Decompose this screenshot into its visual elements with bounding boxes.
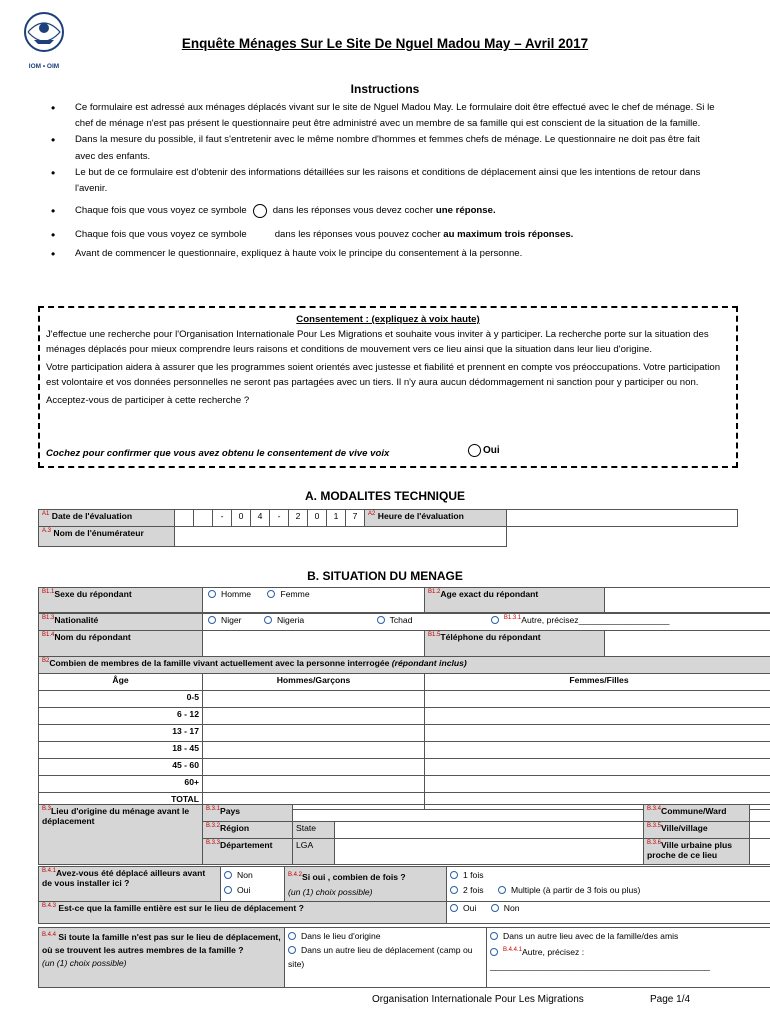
consent-paragraph: Votre participation aidera à assurer que les programmes soient orientés avec justesse et fiabilité et prennent en compte vos préoccupations. Votre participation est volontaire et vos données personnelles ne seront pas partagées avec un tiers. Il n'y aura aucun dédommagement ni sanction pour y participer ou non. xyxy=(46,362,721,388)
consent-oui-option[interactable] xyxy=(468,444,500,457)
b31-code: B.3.1 xyxy=(206,806,221,813)
symbol-three-post: dans les réponses vous pouvez cocher xyxy=(274,229,441,241)
a3-input-cell[interactable] xyxy=(175,527,507,547)
symbol-one-pre: Chaque fois que vous voyez ce symbole xyxy=(75,205,247,217)
option-label: Autre, précisez___________________ xyxy=(521,615,670,625)
b42-option-1[interactable] xyxy=(450,868,770,883)
symbol-one-bold: une réponse. xyxy=(435,205,496,217)
b43-option-non[interactable] xyxy=(491,903,520,913)
sex-option-homme[interactable] xyxy=(208,589,251,599)
date-cell[interactable]: 0 xyxy=(232,510,251,527)
b42-option-2[interactable] xyxy=(450,885,484,895)
b33-input[interactable] xyxy=(335,839,644,865)
instruction-item xyxy=(48,227,716,243)
radio-icon[interactable] xyxy=(490,948,498,956)
section-b-table-2 xyxy=(38,613,770,657)
women-count-input[interactable] xyxy=(425,776,770,793)
radio-icon[interactable] xyxy=(264,616,272,624)
b14-label: Nom du répondant xyxy=(54,632,131,642)
b44-option-family[interactable] xyxy=(490,929,770,943)
b32-input[interactable] xyxy=(335,822,644,839)
radio-icon[interactable] xyxy=(288,932,296,940)
b34-code: B.3.4 xyxy=(646,806,661,813)
date-cell[interactable]: 1 xyxy=(327,510,346,527)
men-count-input[interactable] xyxy=(203,759,425,776)
b32-label-cell xyxy=(203,822,293,839)
b44-code: B.4.4 xyxy=(42,932,57,938)
option-label: Oui xyxy=(463,903,477,913)
b36-label: Ville urbaine plus proche de ce lieu xyxy=(646,840,732,860)
men-count-input[interactable] xyxy=(203,742,425,759)
b31-label-cell xyxy=(203,805,293,822)
nat-option-tchad[interactable] xyxy=(377,615,413,625)
option-label: Multiple (à partir de 3 fois ou plus) xyxy=(510,885,641,895)
b44-option-autre[interactable] xyxy=(490,943,770,959)
men-count-input[interactable] xyxy=(203,725,425,742)
b34-label: Commune/Ward xyxy=(660,806,727,816)
b44-option-other-site[interactable] xyxy=(288,943,483,971)
b44-note: (un (1) choix possible) xyxy=(42,957,127,968)
b43-label: Est-ce que la famille entière est sur le lieu de déplacement ? xyxy=(58,903,304,913)
b4-table xyxy=(38,866,770,902)
radio-icon[interactable] xyxy=(490,932,498,940)
b43-table xyxy=(38,901,770,924)
nat-option-niger[interactable] xyxy=(208,615,242,625)
section-a-title: A. MODALITES TECHNIQUE xyxy=(304,489,465,503)
age-row-label: 6 - 12 xyxy=(39,708,203,725)
section-b-table-1 xyxy=(38,587,770,613)
date-cell[interactable]: 4 xyxy=(251,510,270,527)
radio-icon[interactable] xyxy=(288,946,296,954)
men-header: Hommes/Garçons xyxy=(203,674,425,691)
date-cell[interactable]: - xyxy=(213,510,232,527)
b36-input[interactable] xyxy=(749,839,770,865)
b42-label-cell xyxy=(285,867,447,902)
a1-label: Date de l'évaluation xyxy=(51,511,133,521)
b31-input[interactable] xyxy=(293,805,644,822)
radio-icon[interactable] xyxy=(450,904,458,912)
b441-code: B.4.4.1 xyxy=(503,947,523,953)
instruction-item xyxy=(48,203,716,219)
a1-code: A1 xyxy=(42,511,50,518)
b44-label: Si toute la famille n'est pas sur le lieu de déplacement, où se trouvent les autres membres de la famille ? xyxy=(42,931,281,955)
option-label: Autre, précisez : xyxy=(522,946,585,957)
women-count-input[interactable] xyxy=(425,691,770,708)
a2-label-cell xyxy=(365,510,507,527)
b42-option-multiple[interactable] xyxy=(498,885,640,895)
b41-option-oui[interactable] xyxy=(224,883,281,898)
section-b-title: B. SITUATION DU MENAGE xyxy=(307,569,463,583)
section-a-table xyxy=(38,509,738,547)
b42-note: (un (1) choix possible) xyxy=(288,886,373,897)
instruction-item: • Avant de commencer le questionnaire, expliquez à haute voix le principe du consentement à la personne. xyxy=(48,246,716,262)
b15-label: Téléphone du répondant xyxy=(440,632,541,642)
b41-option-non[interactable] xyxy=(224,868,281,883)
radio-icon[interactable] xyxy=(377,616,385,624)
radio-icon[interactable] xyxy=(208,590,216,598)
a1-label-cell xyxy=(39,510,175,527)
b43-options-cell xyxy=(447,902,770,924)
b44-options-right xyxy=(487,928,770,988)
b32-code: B.3.2 xyxy=(206,823,221,830)
b11-label: Sexe du répondant xyxy=(54,589,132,599)
radio-icon[interactable] xyxy=(498,886,506,894)
a2-code: A2 xyxy=(368,511,376,518)
b36-label-cell xyxy=(643,839,749,865)
radio-icon[interactable] xyxy=(224,871,232,879)
instructions-heading: Instructions xyxy=(350,82,420,96)
a3-code: A.3 xyxy=(42,528,52,535)
a2-label: Heure de l'évaluation xyxy=(377,511,464,521)
symbol-three-pre: Chaque fois que vous voyez ce symbole xyxy=(75,229,247,241)
b12-label: Age exact du répondant xyxy=(440,589,539,599)
option-label: Femme xyxy=(280,589,310,599)
consent-oui-label: Oui xyxy=(483,445,500,457)
b34-input[interactable] xyxy=(749,805,770,822)
a2-input-cell[interactable] xyxy=(507,510,738,527)
option-label: 1 fois xyxy=(463,870,484,880)
b44-table xyxy=(38,927,770,988)
b131-code: B1.3.1 xyxy=(503,615,522,622)
option-label: Nigeria xyxy=(276,615,305,625)
option-label: Oui xyxy=(237,885,251,895)
women-count-input[interactable] xyxy=(425,725,770,742)
b15-code: B1.5 xyxy=(428,632,441,639)
b11-code: B1.1 xyxy=(42,589,55,596)
b43-code: B.4.3 xyxy=(42,903,57,910)
b12-code: B1.2 xyxy=(428,589,441,596)
date-cell[interactable] xyxy=(194,510,213,527)
age-total-label: TOTAL xyxy=(39,793,203,810)
radio-icon[interactable] xyxy=(491,904,499,912)
nat-option-nigeria[interactable] xyxy=(264,615,304,625)
option-label: Tchad xyxy=(389,615,413,625)
consent-confirm-label: Cochez pour confirmer que vous avez obtenu le consentement de vive voix xyxy=(46,448,390,459)
state-label: State xyxy=(293,822,335,839)
option-label: Dans un autre lieu de déplacement (camp ou site) xyxy=(288,945,473,969)
b43-option-oui[interactable] xyxy=(450,903,476,913)
b41-label: Avez-vous été déplacé ailleurs avant de vous installer ici ? xyxy=(42,868,206,888)
option-label: Niger xyxy=(221,615,242,625)
date-cell[interactable]: 7 xyxy=(346,510,365,527)
b44-options-left xyxy=(285,928,487,988)
b15-input-cell[interactable] xyxy=(605,631,770,657)
logo-text: IOM • OIM xyxy=(28,63,60,70)
symbol-one-post: dans les réponses vous devez cocher xyxy=(272,205,434,217)
nat-option-autre[interactable] xyxy=(491,615,669,625)
men-count-input[interactable] xyxy=(203,691,425,708)
b32-label: Région xyxy=(220,823,250,833)
sex-option-femme[interactable] xyxy=(267,589,309,599)
b3-label: Lieu d'origine du ménage avant le déplacement xyxy=(42,806,190,826)
symbol-three-bold: au maximum trois réponses. xyxy=(443,229,574,241)
b33-label: Département xyxy=(220,840,273,850)
age-row-label: 13 - 17 xyxy=(39,725,203,742)
b441-input-line[interactable]: ______________________________________________ xyxy=(490,960,710,971)
option-label: Non xyxy=(237,870,253,880)
age-row-label: 45 - 60 xyxy=(39,759,203,776)
instruction-item: • Ce formulaire est adressé aux ménages déplacés vivant sur le site de Nguel Madou May. Le formulaire doit être effectué avec le chef de ménage. Si le chef de ménage n'est pas présent le questionnaire peut être administré avec un membre de sa famille qui est conscient de la situation de la famille. xyxy=(48,100,716,132)
b11-label-cell xyxy=(39,588,203,613)
b12-label-cell xyxy=(425,588,605,613)
b35-label-cell xyxy=(643,822,749,839)
b31-label: Pays xyxy=(220,806,241,816)
age-row-label: 18 - 45 xyxy=(39,742,203,759)
consent-heading: Consentement : (expliquez à voix haute) xyxy=(296,314,480,325)
b12-input-cell[interactable] xyxy=(605,588,770,613)
consent-paragraph: J'effectue une recherche pour l'Organisation Internationale Pour Les Migrations et souhaite vous inviter à y participer. La recherche porte sur la situation des ménages déplacés pour mieux comprendre leurs raisons et conditions de mouvement vers ce lieu ainsi que la situation dans leur lieu d'origine. xyxy=(46,329,709,355)
b42-options-cell xyxy=(447,867,770,902)
date-cell[interactable]: 0 xyxy=(308,510,327,527)
a3-label: Nom de l'énumérateur xyxy=(53,528,144,538)
b14-code: B1.4 xyxy=(42,632,55,639)
option-label: Non xyxy=(503,903,520,913)
b44-label-cell xyxy=(39,928,285,988)
footer-organisation: Organisation Internationale Pour Les Migrations xyxy=(372,994,584,1005)
consent-box xyxy=(38,306,738,468)
b13-options-cell xyxy=(203,614,770,631)
women-count-input[interactable] xyxy=(425,742,770,759)
women-header: Femmes/Filles xyxy=(425,674,770,691)
radio-icon[interactable] xyxy=(468,444,481,457)
b42-code: B.4.2 xyxy=(288,872,303,878)
b34-label-cell xyxy=(643,805,749,822)
men-count-input[interactable] xyxy=(203,708,425,725)
circle-symbol-icon xyxy=(253,204,267,218)
page-title: Enquête Ménages Sur Le Site De Nguel Madou May – Avril 2017 xyxy=(181,36,589,51)
b35-label: Ville/village xyxy=(660,823,708,833)
a3-label-cell xyxy=(39,527,175,547)
b13-label-cell xyxy=(39,614,203,631)
radio-icon[interactable] xyxy=(450,886,458,894)
age-row-label: 0-5 xyxy=(39,691,203,708)
footer-page-number: Page 1/4 xyxy=(650,994,691,1005)
instruction-item: • Le but de ce formulaire est d'obtenir des informations détaillées sur les raisons et conditions de déplacement ainsi que les intentions de retour dans l'avenir. xyxy=(48,165,716,197)
b13-label: Nationalité xyxy=(54,615,99,625)
b42-label: Si oui , combien de fois ? xyxy=(302,871,406,882)
radio-icon[interactable] xyxy=(450,871,458,879)
b2-label-cell xyxy=(39,657,770,674)
women-count-input[interactable] xyxy=(425,759,770,776)
age-row-label: 60+ xyxy=(39,776,203,793)
b35-code: B.3.5 xyxy=(646,823,661,830)
b2-code: B2 xyxy=(42,658,50,665)
b33-label-cell xyxy=(203,839,293,865)
b13-code: B1.3 xyxy=(42,615,55,622)
option-label: Dans le lieu d'origine xyxy=(301,931,381,941)
date-cell[interactable]: - xyxy=(270,510,289,527)
b41-code: B.4.1 xyxy=(42,868,57,875)
instructions-list xyxy=(48,100,716,262)
b43-label-cell xyxy=(39,902,447,924)
b3-code: B.3 xyxy=(42,806,52,813)
lga-label: LGA xyxy=(293,839,335,865)
age-header: Âge xyxy=(39,674,203,691)
b33-code: B.3.3 xyxy=(206,840,221,847)
women-count-input[interactable] xyxy=(425,708,770,725)
b41-options-cell xyxy=(221,867,285,902)
b2-label: Combien de membres de la famille vivant actuellement avec la personne interrogée xyxy=(49,658,390,668)
b3-table xyxy=(38,804,770,865)
b15-label-cell xyxy=(425,631,605,657)
radio-icon[interactable] xyxy=(224,886,232,894)
date-cell[interactable]: 2 xyxy=(289,510,308,527)
radio-icon[interactable] xyxy=(267,590,275,598)
radio-icon[interactable] xyxy=(208,616,216,624)
b3-label-cell xyxy=(39,805,203,865)
option-label: 2 fois xyxy=(463,885,484,895)
consent-question: Acceptez-vous de participer à cette recherche ? xyxy=(46,395,250,406)
b14-input-cell[interactable] xyxy=(203,631,425,657)
date-cell[interactable] xyxy=(175,510,194,527)
option-label: Homme xyxy=(221,589,252,599)
men-count-input[interactable] xyxy=(203,776,425,793)
b44-option-origin[interactable] xyxy=(288,929,483,943)
radio-icon[interactable] xyxy=(491,616,499,624)
b36-code: B.3.6 xyxy=(646,840,661,847)
instruction-item: • Dans la mesure du possible, il faut s'entretenir avec le même nombre d'hommes et femmes chefs de ménage. Le questionnaire ne doit pas être fait avec des enfants. xyxy=(48,132,716,164)
b11-options-cell xyxy=(203,588,425,613)
b35-input[interactable] xyxy=(749,822,770,839)
b14-label-cell xyxy=(39,631,203,657)
b2-italic: (répondant inclus) xyxy=(391,658,467,668)
b41-label-cell xyxy=(39,867,221,902)
option-label: Dans un autre lieu avec de la famille/des amis xyxy=(503,931,679,941)
